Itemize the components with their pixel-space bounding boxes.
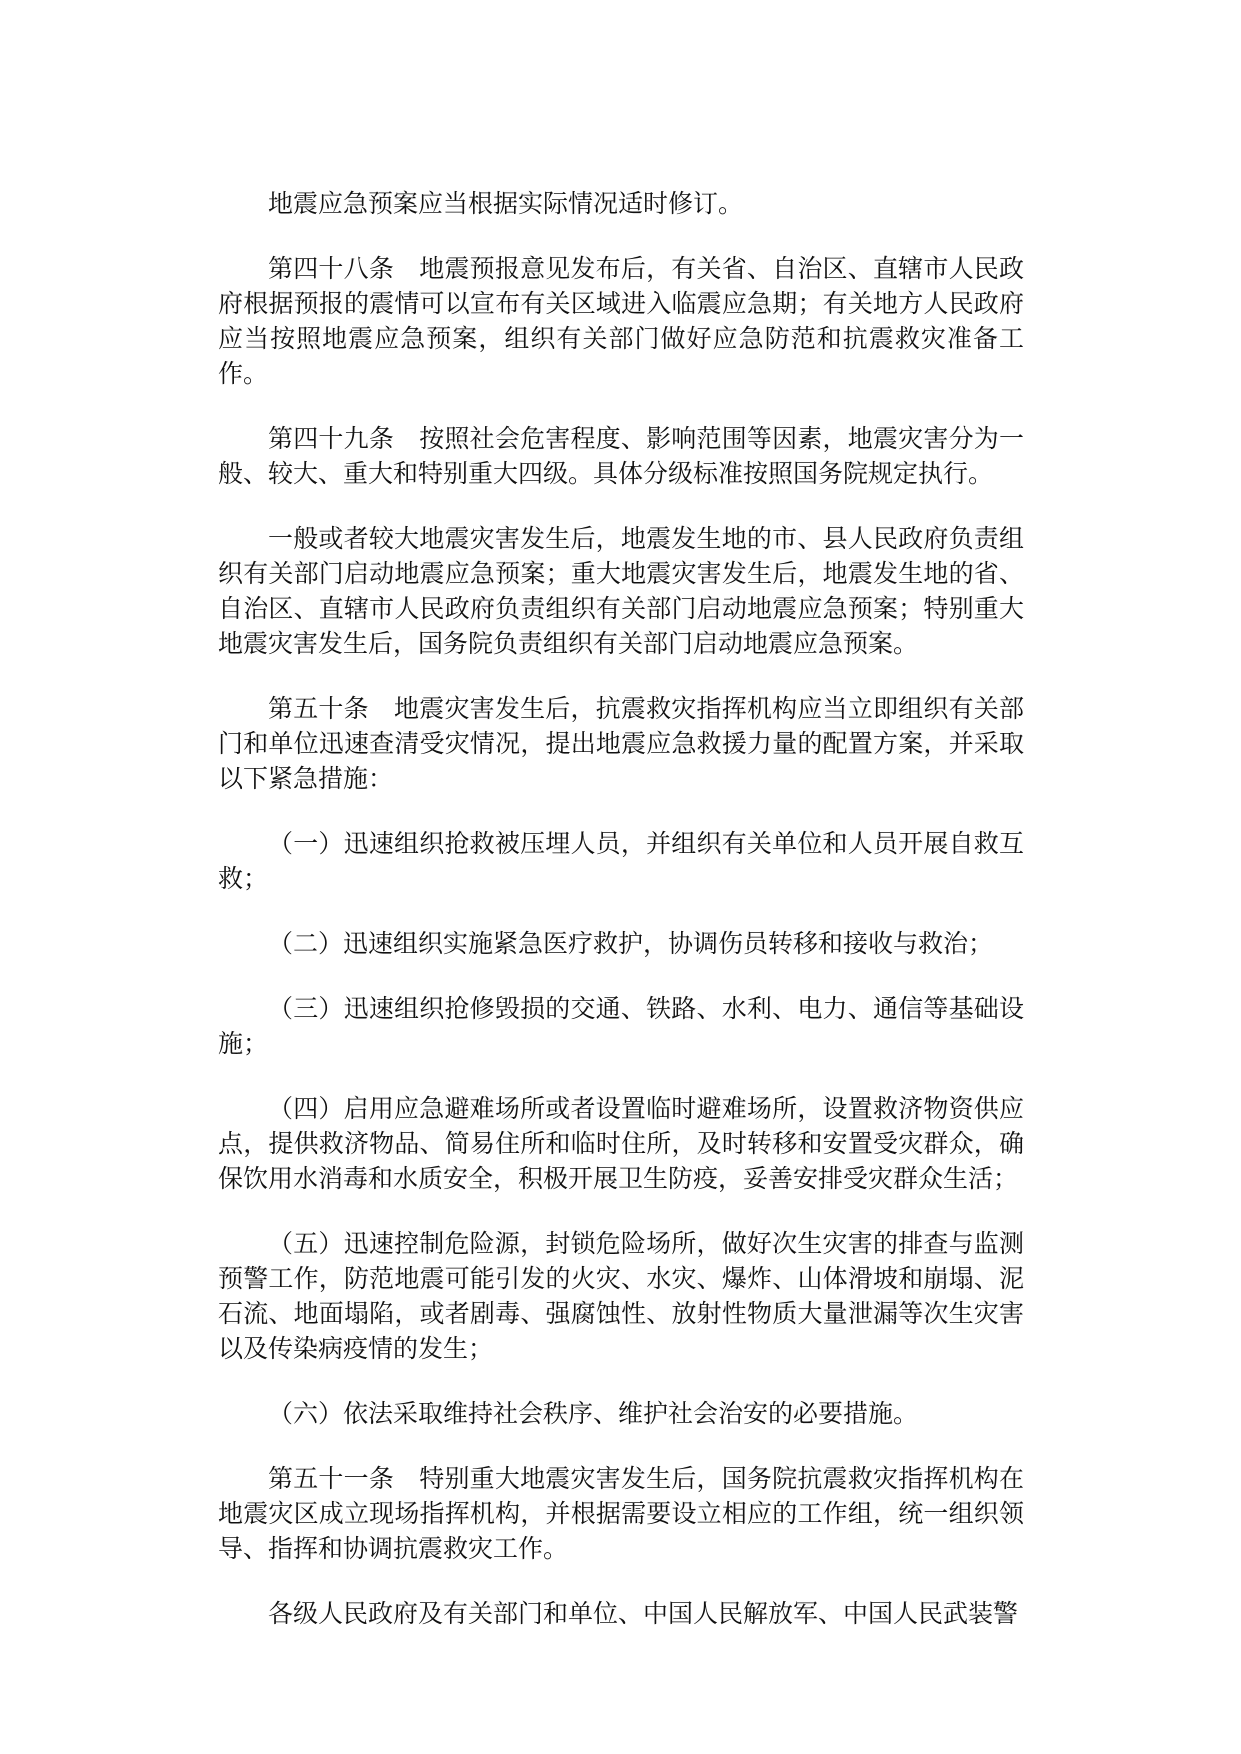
list-item-measure-4: （四）启用应急避难场所或者设置临时避难场所，设置救济物资供应点，提供救济物品、简易住所和临时住所，及时转移和安置受灾群众，确保饮用水消毒和水质安全，积极开展卫生防疫，妥善安排受灾群众生活； [218,1094,1024,1193]
list-item-measure-6: （六）依法采取维持社会秩序、维护社会治安的必要措施。 [268,1399,919,1428]
list-item-measure-2: （二）迅速组织实施紧急医疗救护，协调伤员转移和接收与救治； [268,929,994,958]
paragraph-disaster-response-levels: 一般或者较大地震灾害发生后，地震发生地的市、县人民政府负责组织有关部门启动地震应急预案；重大地震灾害发生后，地震发生地的省、自治区、直辖市人民政府负责组织有关部门启动地震应急预案；特别重大地震灾害发生后，国务院负责组织有关部门启动地震应急预案。 [218,524,1024,658]
list-item-measure-3: （三）迅速组织抢修毁损的交通、铁路、水利、电力、通信等基础设施； [218,994,1024,1058]
document-body [218,186,1024,1661]
paragraph-article-50: 第五十条 地震灾害发生后，抗震救灾指挥机构应当立即组织有关部门和单位迅速查清受灾情况，提出地震应急救援力量的配置方案，并采取以下紧急措施： [218,694,1024,793]
paragraph-plan-revision: 地震应急预案应当根据实际情况适时修订。 [268,189,744,218]
list-item-measure-1: （一）迅速组织抢救被压埋人员，并组织有关单位和人员开展自救互救； [218,829,1024,893]
paragraph-article-48: 第四十八条 地震预报意见发布后，有关省、自治区、直辖市人民政府根据预报的震情可以宣布有关区域进入临震应急期；有关地方人民政府应当按照地震应急预案，组织有关部门做好应急防范和抗震救灾准备工作。 [218,254,1024,388]
list-item-measure-5: （五）迅速控制危险源，封锁危险场所，做好次生灾害的排查与监测预警工作，防范地震可能引发的火灾、水灾、爆炸、山体滑坡和崩塌、泥石流、地面塌陷，或者剧毒、强腐蚀性、放射性物质大量泄漏等次生灾害以及传染病疫情的发生； [218,1229,1024,1363]
paragraph-article-49: 第四十九条 按照社会危害程度、影响范围等因素，地震灾害分为一般、较大、重大和特别重大四级。具体分级标准按照国务院规定执行。 [218,424,1024,488]
paragraph-continuation: 各级人民政府及有关部门和单位、中国人民解放军、中国人民武装警 [268,1599,1019,1628]
paragraph-article-51: 第五十一条 特别重大地震灾害发生后，国务院抗震救灾指挥机构在地震灾区成立现场指挥机构，并根据需要设立相应的工作组，统一组织领导、指挥和协调抗震救灾工作。 [218,1464,1024,1563]
